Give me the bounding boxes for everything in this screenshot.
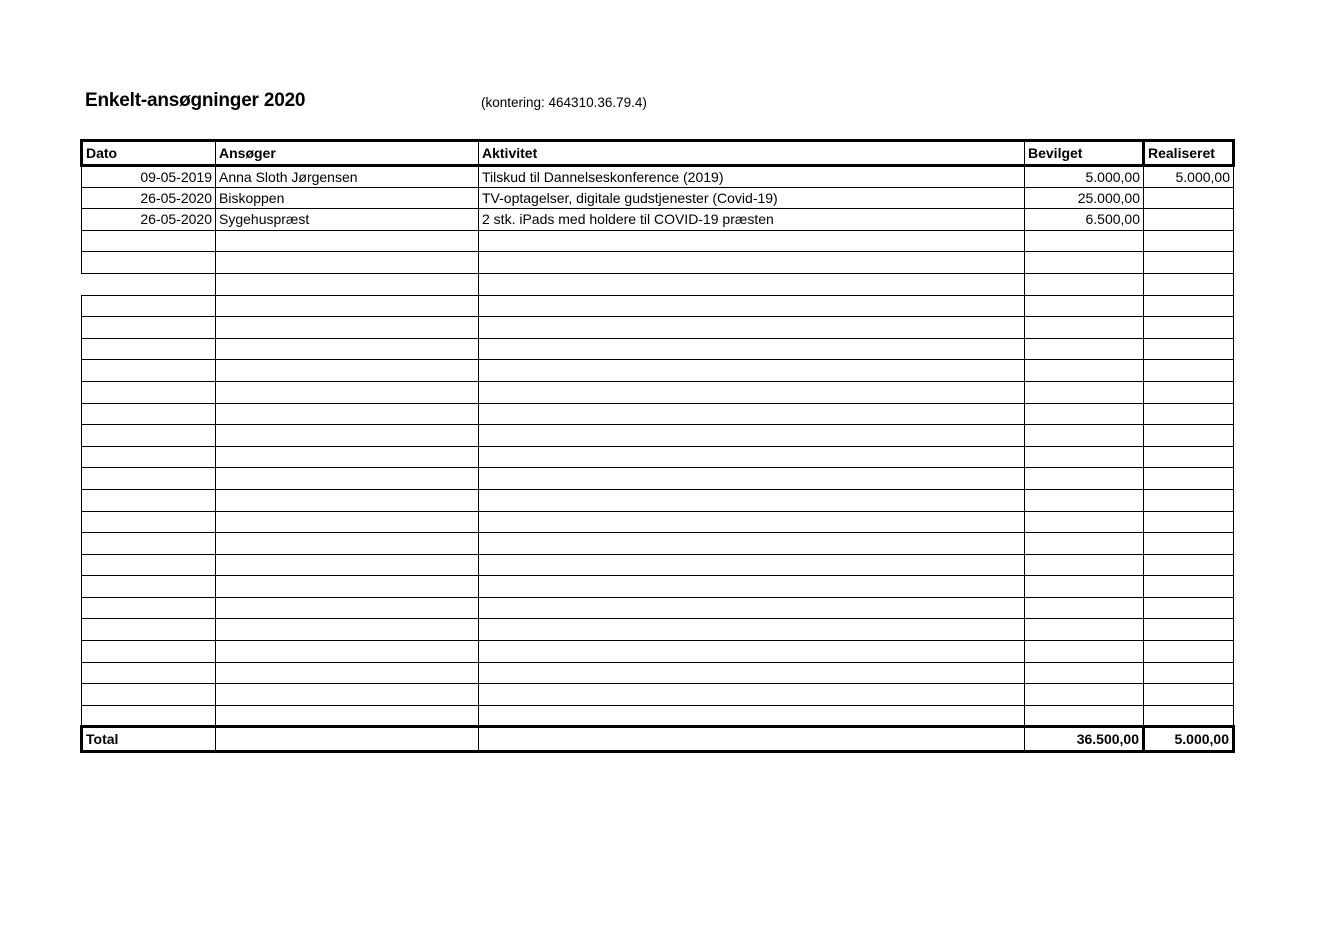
cell-empty[interactable] bbox=[1025, 468, 1144, 490]
cell-empty[interactable] bbox=[216, 597, 479, 619]
cell-empty[interactable] bbox=[479, 295, 1025, 317]
header-realiseret: Realiseret bbox=[1144, 141, 1234, 166]
cell-empty[interactable] bbox=[1025, 576, 1144, 598]
kontering-note: (kontering: 464310.36.79.4) bbox=[481, 95, 647, 110]
cell-empty[interactable] bbox=[1025, 403, 1144, 425]
empty-row bbox=[82, 511, 1234, 533]
cell-empty[interactable] bbox=[1144, 403, 1234, 425]
cell-empty[interactable] bbox=[479, 597, 1025, 619]
cell-empty[interactable] bbox=[479, 317, 1025, 339]
empty-row bbox=[82, 641, 1234, 663]
cell-empty[interactable] bbox=[1025, 554, 1144, 576]
cell-empty[interactable] bbox=[1144, 662, 1234, 684]
empty-row bbox=[82, 360, 1234, 382]
cell-empty[interactable] bbox=[216, 381, 479, 403]
cell-empty[interactable] bbox=[82, 273, 216, 295]
cell-empty[interactable] bbox=[1144, 425, 1234, 447]
cell-empty[interactable] bbox=[216, 252, 479, 274]
page-title: Enkelt-ansøgninger 2020 bbox=[85, 90, 306, 111]
cell-empty[interactable] bbox=[1144, 317, 1234, 339]
empty-row bbox=[82, 468, 1234, 490]
cell-empty[interactable] bbox=[479, 554, 1025, 576]
cell-empty[interactable] bbox=[479, 705, 1025, 727]
applications-table bbox=[80, 139, 1235, 753]
cell-empty[interactable] bbox=[216, 446, 479, 468]
cell-empty[interactable] bbox=[1144, 641, 1234, 663]
cell-empty[interactable] bbox=[82, 533, 216, 555]
cell-dato[interactable]: 26-05-2020 bbox=[82, 209, 216, 231]
cell-dato[interactable]: 09-05-2019 bbox=[82, 166, 216, 188]
cell-ansoger[interactable]: Sygehuspræst bbox=[216, 209, 479, 231]
empty-row bbox=[82, 425, 1234, 447]
table-row bbox=[82, 209, 1234, 231]
cell-empty[interactable] bbox=[1025, 619, 1144, 641]
cell-empty[interactable] bbox=[216, 511, 479, 533]
cell-empty[interactable] bbox=[1144, 597, 1234, 619]
cell-empty[interactable] bbox=[1144, 511, 1234, 533]
empty-row bbox=[82, 619, 1234, 641]
cell-empty[interactable] bbox=[1025, 252, 1144, 274]
cell-aktivitet[interactable]: 2 stk. iPads med holdere til COVID-19 præsten bbox=[479, 209, 1025, 231]
empty-row bbox=[82, 597, 1234, 619]
cell-empty[interactable] bbox=[479, 403, 1025, 425]
cell-empty[interactable] bbox=[1025, 597, 1144, 619]
cell-realiseret[interactable] bbox=[1144, 187, 1234, 209]
cell-empty[interactable] bbox=[216, 641, 479, 663]
cell-empty[interactable] bbox=[1025, 295, 1144, 317]
cell-empty[interactable] bbox=[82, 446, 216, 468]
cell-empty[interactable] bbox=[1025, 338, 1144, 360]
cell-empty[interactable] bbox=[479, 576, 1025, 598]
cell-empty[interactable] bbox=[82, 381, 216, 403]
header-bevilget: Bevilget bbox=[1025, 141, 1144, 166]
empty-row bbox=[82, 338, 1234, 360]
cell-empty[interactable] bbox=[1144, 273, 1234, 295]
cell-empty[interactable] bbox=[1025, 641, 1144, 663]
cell-empty[interactable] bbox=[479, 425, 1025, 447]
total-bevilget: 36.500,00 bbox=[1025, 727, 1144, 752]
cell-empty[interactable] bbox=[1025, 230, 1144, 252]
cell-empty[interactable] bbox=[1144, 684, 1234, 706]
cell-empty[interactable] bbox=[82, 403, 216, 425]
cell-empty[interactable] bbox=[216, 230, 479, 252]
cell-empty[interactable] bbox=[1144, 576, 1234, 598]
cell-empty[interactable] bbox=[1144, 489, 1234, 511]
cell-bevilget[interactable]: 5.000,00 bbox=[1025, 166, 1144, 188]
cell-empty[interactable] bbox=[479, 468, 1025, 490]
table-row bbox=[82, 166, 1234, 188]
cell-empty[interactable] bbox=[82, 684, 216, 706]
cell-empty[interactable] bbox=[479, 619, 1025, 641]
cell-empty[interactable] bbox=[1025, 511, 1144, 533]
cell-realiseret[interactable]: 5.000,00 bbox=[1144, 166, 1234, 188]
cell-aktivitet[interactable]: TV-optagelser, digitale gudstjenester (Covid-19) bbox=[479, 187, 1025, 209]
total-row bbox=[82, 727, 1234, 752]
header-ansoger: Ansøger bbox=[216, 141, 479, 166]
cell-empty[interactable] bbox=[1025, 705, 1144, 727]
cell-empty[interactable] bbox=[479, 381, 1025, 403]
table-row bbox=[82, 187, 1234, 209]
empty-row bbox=[82, 252, 1234, 274]
cell-empty[interactable] bbox=[479, 273, 1025, 295]
cell-empty[interactable] bbox=[1025, 360, 1144, 382]
cell-empty[interactable] bbox=[82, 511, 216, 533]
cell-empty[interactable] bbox=[1144, 705, 1234, 727]
cell-empty[interactable] bbox=[216, 576, 479, 598]
cell-empty[interactable] bbox=[82, 619, 216, 641]
cell-empty[interactable] bbox=[479, 230, 1025, 252]
empty-row bbox=[82, 684, 1234, 706]
empty-row bbox=[82, 403, 1234, 425]
cell-empty[interactable] bbox=[82, 641, 216, 663]
empty-row bbox=[82, 554, 1234, 576]
cell-empty[interactable] bbox=[479, 338, 1025, 360]
empty-row bbox=[82, 295, 1234, 317]
cell-empty[interactable] bbox=[216, 533, 479, 555]
cell-empty[interactable] bbox=[1025, 446, 1144, 468]
cell-empty[interactable] bbox=[479, 641, 1025, 663]
cell-bevilget[interactable]: 6.500,00 bbox=[1025, 209, 1144, 231]
cell-realiseret[interactable] bbox=[1144, 209, 1234, 231]
cell-empty[interactable] bbox=[216, 489, 479, 511]
cell-empty[interactable] bbox=[1144, 619, 1234, 641]
empty-row bbox=[82, 317, 1234, 339]
empty-row bbox=[82, 662, 1234, 684]
cell-empty[interactable] bbox=[1025, 533, 1144, 555]
header-row bbox=[82, 141, 1234, 166]
cell-ansoger[interactable]: Biskoppen bbox=[216, 187, 479, 209]
cell-dato[interactable]: 26-05-2020 bbox=[82, 187, 216, 209]
cell-empty[interactable] bbox=[479, 511, 1025, 533]
cell-empty[interactable] bbox=[1025, 273, 1144, 295]
cell-empty[interactable] bbox=[1144, 381, 1234, 403]
cell-empty[interactable] bbox=[82, 705, 216, 727]
cell-empty[interactable] bbox=[479, 489, 1025, 511]
cell-empty[interactable] bbox=[82, 295, 216, 317]
total-label: Total bbox=[82, 727, 216, 752]
cell-empty[interactable] bbox=[1025, 489, 1144, 511]
empty-row bbox=[82, 705, 1234, 727]
cell-empty[interactable] bbox=[479, 360, 1025, 382]
cell-empty[interactable] bbox=[1144, 554, 1234, 576]
cell-empty[interactable] bbox=[82, 252, 216, 274]
total-realiseret: 5.000,00 bbox=[1144, 727, 1234, 752]
cell-empty[interactable] bbox=[216, 727, 479, 752]
cell-empty[interactable] bbox=[82, 468, 216, 490]
cell-empty[interactable] bbox=[216, 317, 479, 339]
cell-ansoger[interactable]: Anna Sloth Jørgensen bbox=[216, 166, 479, 188]
cell-empty[interactable] bbox=[479, 684, 1025, 706]
cell-empty[interactable] bbox=[1025, 425, 1144, 447]
cell-empty[interactable] bbox=[1025, 662, 1144, 684]
cell-empty[interactable] bbox=[216, 468, 479, 490]
cell-empty[interactable] bbox=[216, 425, 479, 447]
header-aktivitet: Aktivitet bbox=[479, 141, 1025, 166]
cell-empty[interactable] bbox=[82, 338, 216, 360]
cell-empty[interactable] bbox=[479, 446, 1025, 468]
cell-empty[interactable] bbox=[82, 360, 216, 382]
empty-row bbox=[82, 489, 1234, 511]
empty-row bbox=[82, 576, 1234, 598]
cell-empty[interactable] bbox=[216, 295, 479, 317]
cell-empty[interactable] bbox=[216, 705, 479, 727]
cell-empty[interactable] bbox=[82, 425, 216, 447]
cell-empty[interactable] bbox=[82, 230, 216, 252]
cell-empty[interactable] bbox=[216, 662, 479, 684]
empty-row bbox=[82, 446, 1234, 468]
cell-empty[interactable] bbox=[479, 533, 1025, 555]
cell-empty[interactable] bbox=[82, 597, 216, 619]
empty-row bbox=[82, 381, 1234, 403]
cell-empty[interactable] bbox=[1025, 317, 1144, 339]
cell-empty[interactable] bbox=[1144, 230, 1234, 252]
cell-empty[interactable] bbox=[1025, 684, 1144, 706]
cell-empty[interactable] bbox=[82, 554, 216, 576]
cell-empty[interactable] bbox=[1144, 252, 1234, 274]
cell-bevilget[interactable]: 25.000,00 bbox=[1025, 187, 1144, 209]
cell-empty[interactable] bbox=[216, 403, 479, 425]
cell-empty[interactable] bbox=[1144, 468, 1234, 490]
cell-empty[interactable] bbox=[82, 489, 216, 511]
cell-aktivitet[interactable]: Tilskud til Dannelseskonference (2019) bbox=[479, 166, 1025, 188]
empty-row bbox=[82, 533, 1234, 555]
cell-empty[interactable] bbox=[1144, 360, 1234, 382]
cell-empty[interactable] bbox=[1144, 338, 1234, 360]
cell-empty[interactable] bbox=[1144, 533, 1234, 555]
cell-empty[interactable] bbox=[1025, 381, 1144, 403]
cell-empty[interactable] bbox=[216, 554, 479, 576]
empty-row bbox=[82, 273, 1234, 295]
cell-empty[interactable] bbox=[479, 662, 1025, 684]
cell-empty[interactable] bbox=[216, 338, 479, 360]
cell-empty[interactable] bbox=[216, 360, 479, 382]
cell-empty[interactable] bbox=[479, 727, 1025, 752]
cell-empty[interactable] bbox=[82, 317, 216, 339]
cell-empty[interactable] bbox=[216, 619, 479, 641]
empty-row bbox=[82, 230, 1234, 252]
cell-empty[interactable] bbox=[216, 684, 479, 706]
cell-empty[interactable] bbox=[216, 273, 479, 295]
cell-empty[interactable] bbox=[1144, 295, 1234, 317]
cell-empty[interactable] bbox=[1144, 446, 1234, 468]
cell-empty[interactable] bbox=[82, 662, 216, 684]
cell-empty[interactable] bbox=[82, 576, 216, 598]
header-dato: Dato bbox=[82, 141, 216, 166]
cell-empty[interactable] bbox=[479, 252, 1025, 274]
